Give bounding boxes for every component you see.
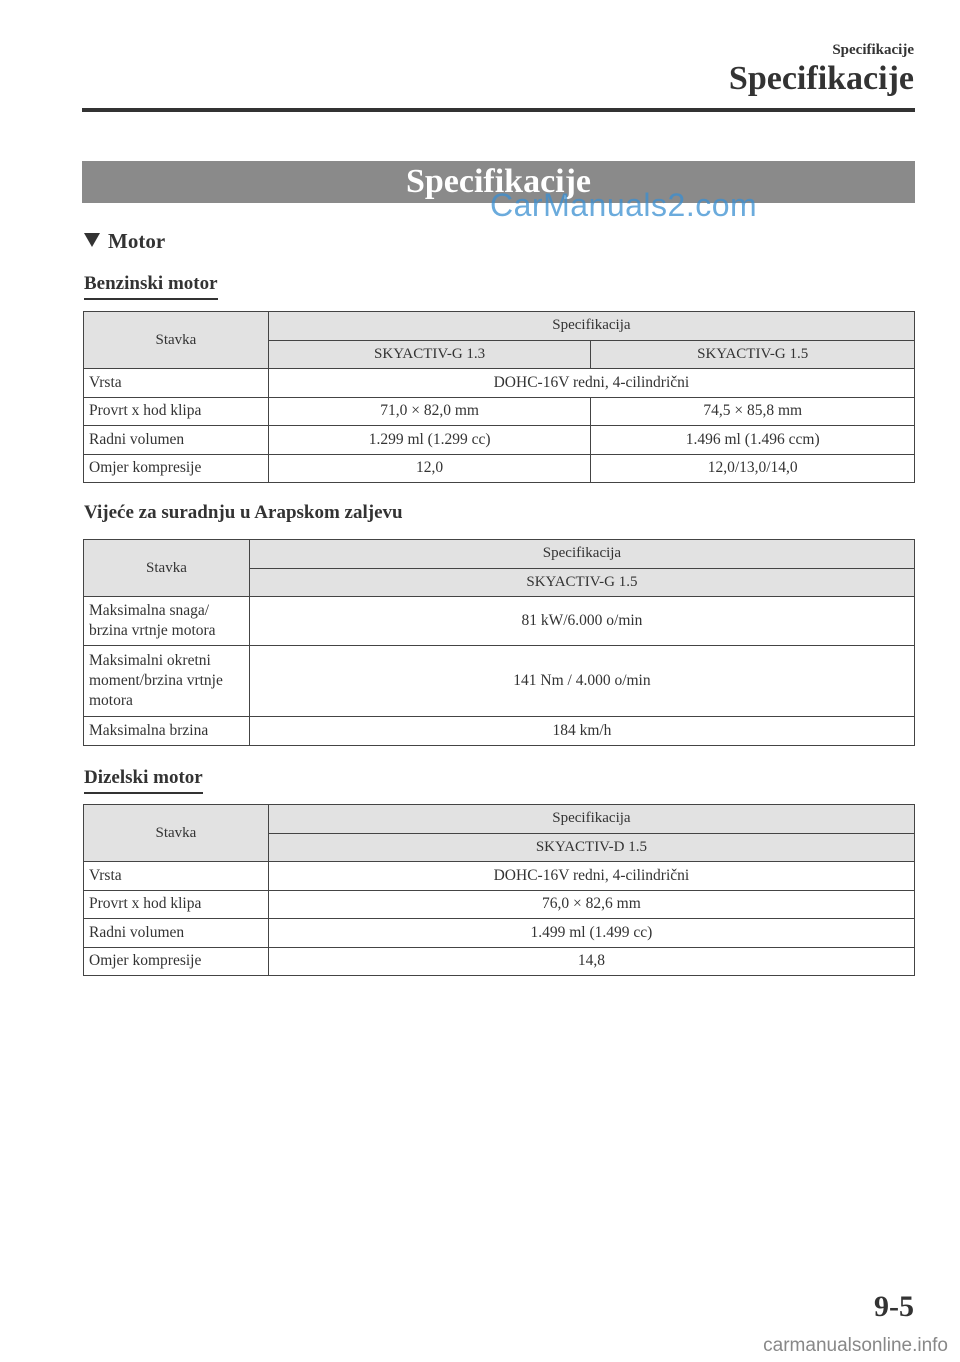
table-header-row: [84, 540, 915, 569]
table-header-row: [84, 312, 915, 341]
diesel-spec-table: [83, 804, 915, 976]
table-row: [84, 947, 915, 976]
table-row: [84, 919, 915, 948]
row-label: Radni volumen: [84, 426, 269, 455]
row-label: Omjer kompresije: [84, 454, 269, 483]
row-value-1: 1.299 ml (1.299 cc): [268, 426, 591, 455]
header-model-2: SKYACTIV-G 1.5: [591, 340, 915, 369]
row-label-line: Maksimalna snaga/: [89, 602, 210, 619]
header-spec: Specifikacija: [249, 540, 914, 569]
row-label: Provrt x hod klipa: [84, 397, 269, 426]
table-row: [84, 369, 915, 398]
row-value: DOHC-16V redni, 4-cilindrični: [268, 369, 914, 398]
header-model-1: SKYACTIV-G 1.3: [268, 340, 591, 369]
row-label: [84, 597, 250, 646]
row-value: 14,8: [268, 947, 914, 976]
motor-heading-label: Motor: [108, 229, 166, 253]
diesel-section-title: Dizelski motor: [84, 767, 203, 794]
table-row: [84, 454, 915, 483]
header-rule: [82, 108, 915, 112]
row-label-line: moment/brzina vrtnje: [89, 672, 223, 689]
table-row: [84, 426, 915, 455]
row-value-1: 12,0: [268, 454, 591, 483]
row-value-2: 1.496 ml (1.496 ccm): [591, 426, 915, 455]
gcc-section-title: Vijeće za suradnju u Arapskom zaljevu: [84, 502, 403, 523]
row-label: Maksimalna brzina: [84, 717, 250, 746]
row-value-2: 12,0/13,0/14,0: [591, 454, 915, 483]
row-value: 1.499 ml (1.499 cc): [268, 919, 914, 948]
table-row: [84, 397, 915, 426]
row-value: 141 Nm / 4.000 o/min: [249, 646, 914, 717]
table-row: [84, 890, 915, 919]
row-label: Vrsta: [84, 369, 269, 398]
header-item: Stavka: [84, 540, 250, 597]
table-row: [84, 646, 915, 717]
row-value: 76,0 × 82,6 mm: [268, 890, 914, 919]
row-label: Provrt x hod klipa: [84, 890, 269, 919]
row-label-line: motora: [89, 692, 133, 709]
header-spec: Specifikacija: [268, 312, 914, 341]
benzin-section-title: Benzinski motor: [84, 273, 218, 300]
row-label: [84, 646, 250, 717]
page-number: 9-5: [874, 1290, 914, 1323]
section-header-small: Specifikacije: [832, 42, 914, 58]
row-value: DOHC-16V redni, 4-cilindrični: [268, 862, 914, 891]
table-header-row: [84, 805, 915, 834]
row-label: Omjer kompresije: [84, 947, 269, 976]
header-spec: Specifikacija: [268, 805, 914, 834]
row-label-line: Maksimalni okretni: [89, 652, 211, 669]
row-label: Vrsta: [84, 862, 269, 891]
row-label-line: brzina vrtnje motora: [89, 622, 216, 639]
header-item: Stavka: [84, 805, 269, 862]
motor-heading: [84, 229, 165, 254]
section-header-title: Specifikacije: [728, 60, 914, 97]
table-row: [84, 862, 915, 891]
row-value-2: 74,5 × 85,8 mm: [591, 397, 915, 426]
header-model-1: SKYACTIV-G 1.5: [249, 568, 914, 597]
watermark-logo: CarManuals2.com: [490, 187, 758, 223]
header-item: Stavka: [84, 312, 269, 369]
chapter-banner: Specifikacije: [82, 161, 915, 203]
row-value: 81 kW/6.000 o/min: [249, 597, 914, 646]
row-value: 184 km/h: [249, 717, 914, 746]
footer-watermark: carmanualsonline.info: [763, 1335, 948, 1356]
triangle-bullet-icon: [84, 233, 100, 247]
benzin-spec-table: [83, 311, 915, 483]
gcc-spec-table: [83, 539, 915, 746]
table-row: [84, 717, 915, 746]
row-value-1: 71,0 × 82,0 mm: [268, 397, 591, 426]
row-label: Radni volumen: [84, 919, 269, 948]
table-row: [84, 597, 915, 646]
header-model-1: SKYACTIV-D 1.5: [268, 833, 914, 862]
